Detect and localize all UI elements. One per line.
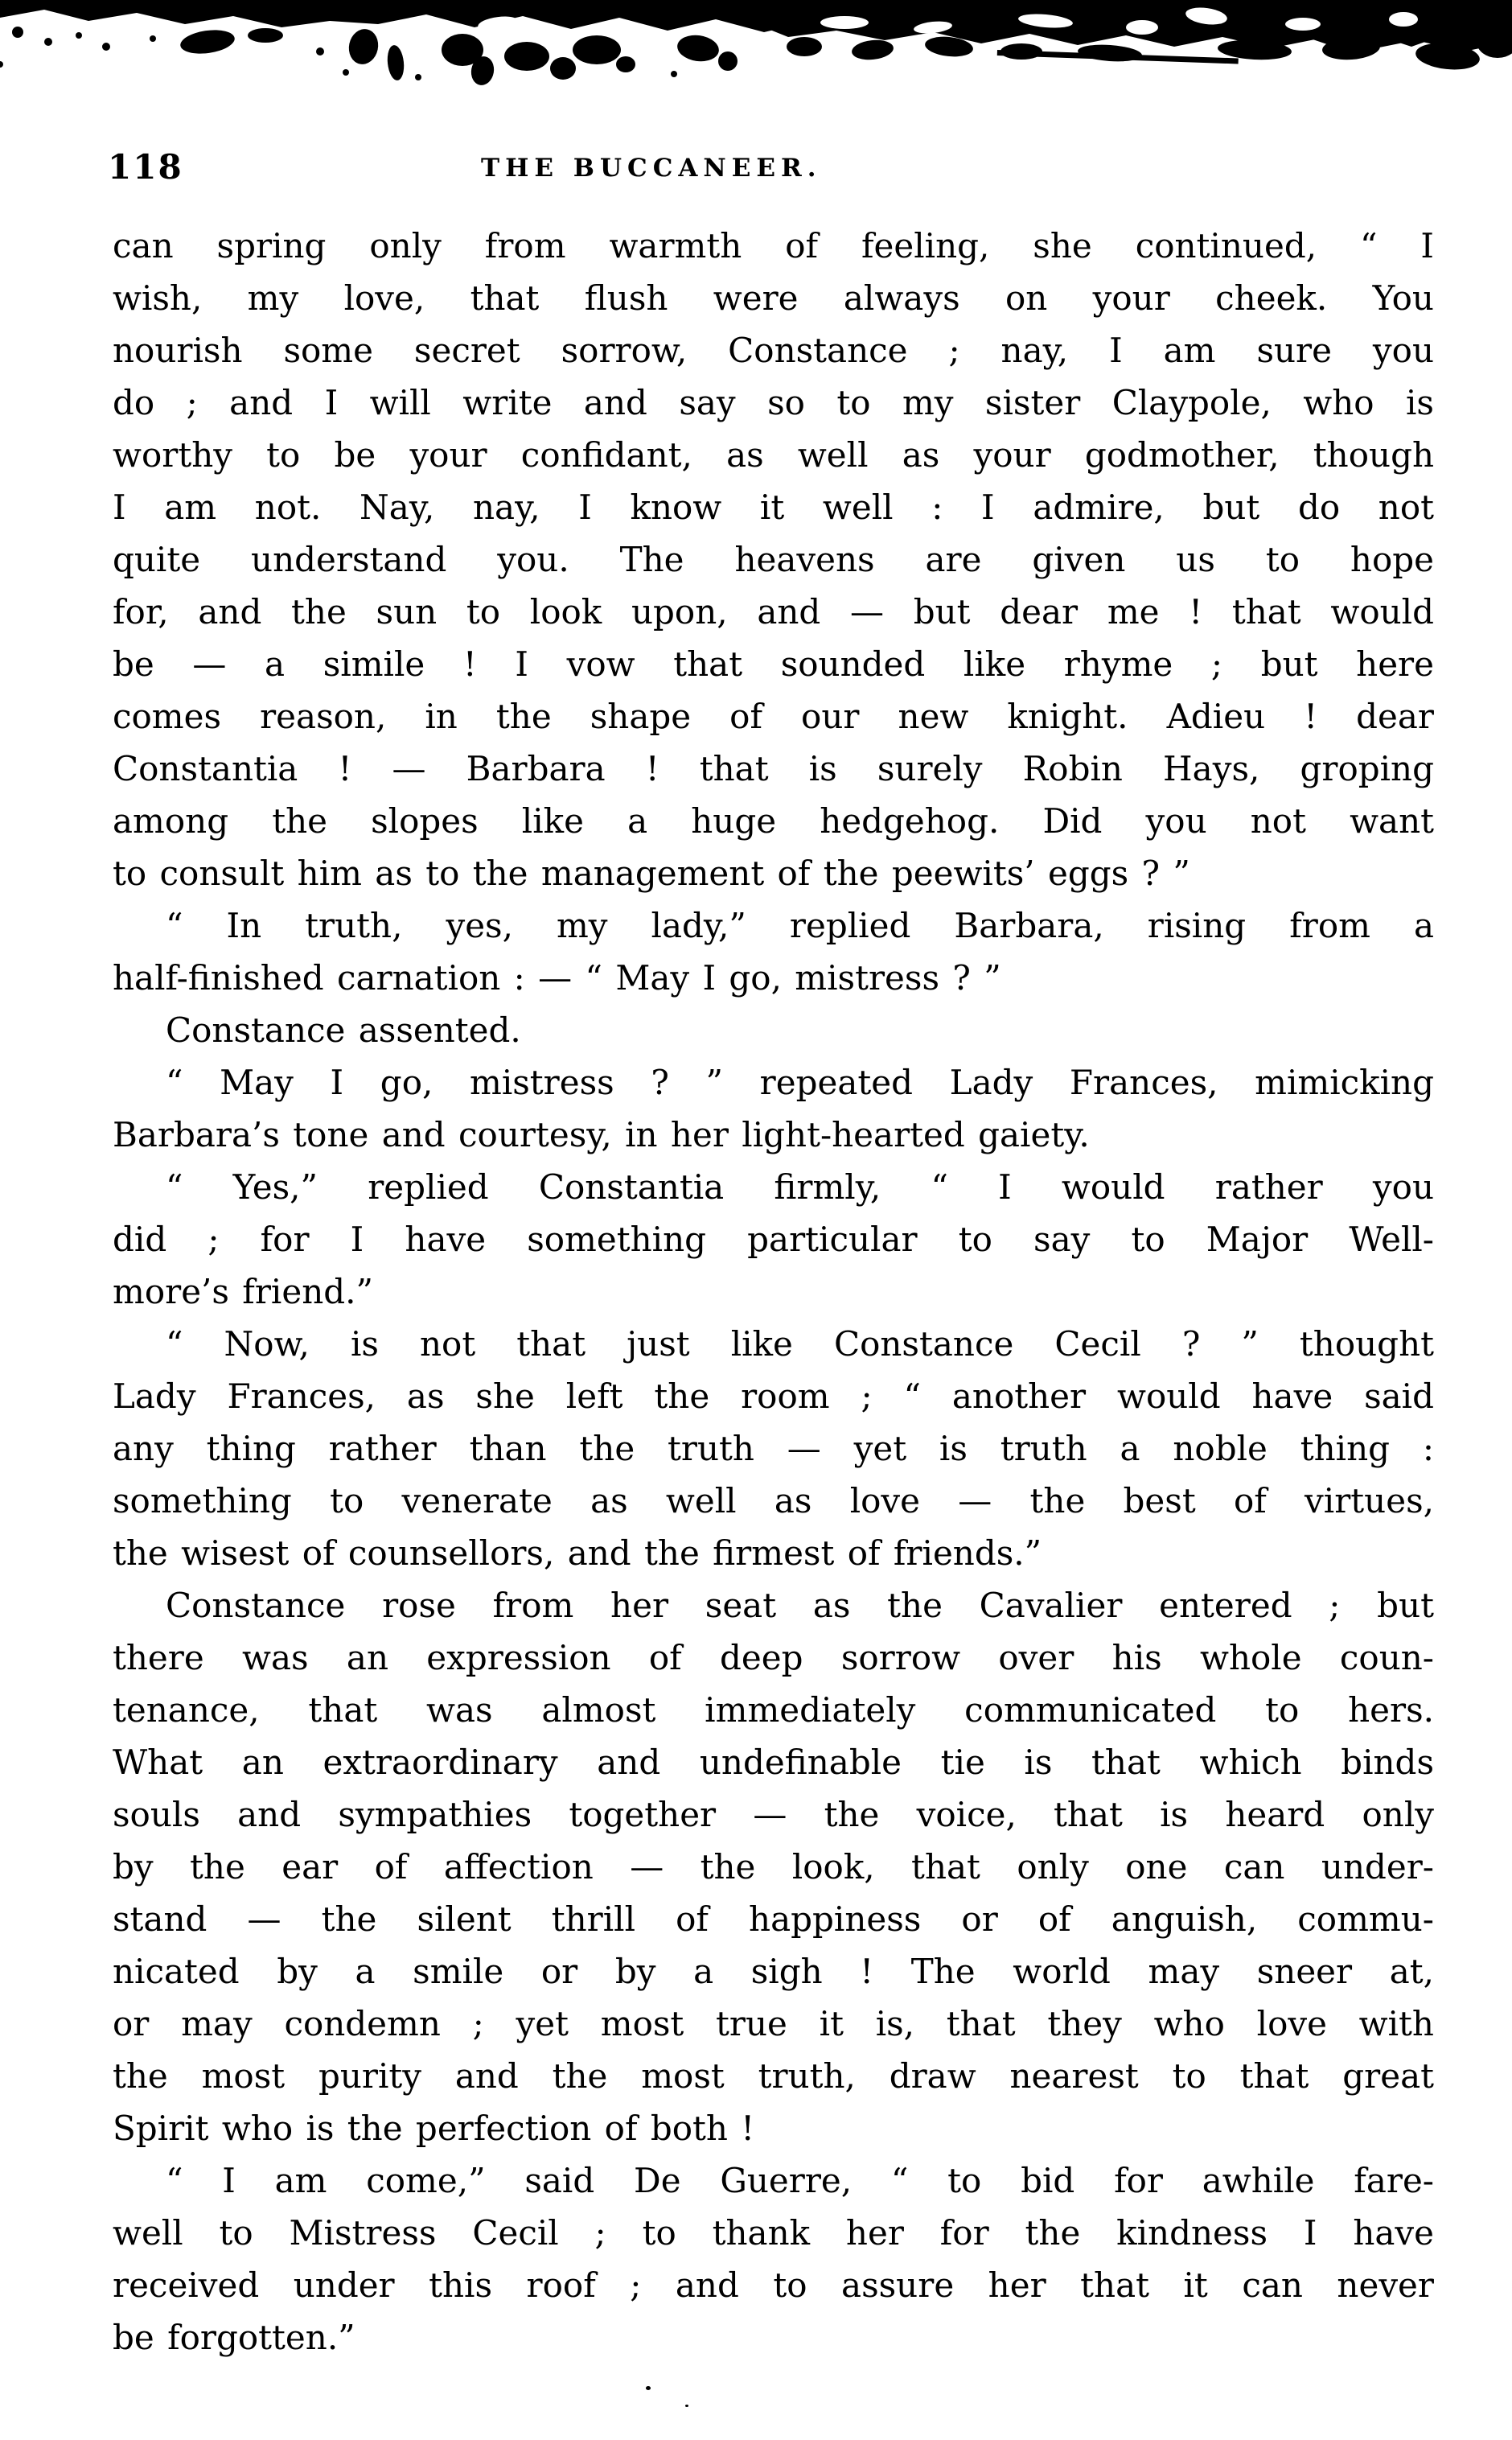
text-line: wish, my love, that flush were always on your cheek. You [113, 278, 1434, 318]
text-line: Barbara’s tone and courtesy, in her light-hearted gaiety. [113, 1115, 1090, 1154]
text-line: there was an expression of deep sorrow over his whole coun- [113, 1638, 1434, 1677]
text-line: “ May I go, mistress ? ” repeated Lady Frances, mimicking [166, 1063, 1434, 1102]
text-line: Constance assented. [166, 1010, 521, 1050]
ink-speck [685, 2405, 688, 2407]
text-line: do ; and I will write and say so to my sister Claypole, who is [113, 383, 1434, 422]
text-line: quite understand you. The heavens are given us to hope [113, 540, 1434, 579]
text-line: to consult him as to the management of the peewits’ eggs ? ” [113, 854, 1190, 893]
text-line: or may condemn ; yet most true it is, that they who love with [113, 2004, 1434, 2043]
ink-speck [646, 2386, 651, 2390]
text-line: be forgotten.” [113, 2318, 355, 2357]
text-line: worthy to be your confidant, as well as your godmother, though [113, 435, 1434, 475]
text-line: tenance, that was almost immediately communicated to hers. [113, 1690, 1434, 1730]
text-line: Spirit who is the perfection of both ! [113, 2109, 755, 2148]
text-line: any thing rather than the truth — yet is truth a noble thing : [113, 1429, 1434, 1468]
text-line: I am not. Nay, nay, I know it well : I admire, but do not [113, 488, 1434, 527]
text-line: by the ear of affection — the look, that only one can under- [113, 1847, 1434, 1887]
text-line: stand — the silent thrill of happiness or of anguish, commu- [113, 1899, 1434, 1939]
text-line: nicated by a smile or by a sigh ! The world may sneer at, [113, 1952, 1434, 1991]
text-line: the most purity and the most truth, draw nearest to that great [113, 2056, 1434, 2096]
text-line: What an extraordinary and undefinable tie is that which binds [113, 1743, 1434, 1782]
text-line: “ Yes,” replied Constantia firmly, “ I would rather you [166, 1167, 1434, 1207]
text-line: Constance rose from her seat as the Cavalier entered ; but [166, 1586, 1434, 1625]
text-line: “ I am come,” said De Guerre, “ to bid for awhile fare- [166, 2161, 1434, 2200]
text-line: well to Mistress Cecil ; to thank her for the kindness I have [113, 2213, 1434, 2253]
page-number: 118 [108, 147, 183, 187]
text-line: more’s friend.” [113, 1272, 373, 1311]
text-line: nourish some secret sorrow, Constance ; nay, I am sure you [113, 331, 1434, 370]
text-line: did ; for I have something particular to say to Major Well- [113, 1220, 1434, 1259]
text-line: be — a simile ! I vow that sounded like rhyme ; but here [113, 644, 1434, 684]
text-line: half-finished carnation : — “ May I go, mistress ? ” [113, 958, 1001, 998]
body-text [113, 220, 1434, 2364]
text-line: Constantia ! — Barbara ! that is surely Robin Hays, groping [113, 749, 1434, 788]
text-line: comes reason, in the shape of our new knight. Adieu ! dear [113, 697, 1434, 736]
running-title: THE BUCCANEER. [481, 154, 822, 183]
text-line: something to venerate as well as love — the best of virtues, [113, 1481, 1434, 1520]
text-line: for, and the sun to look upon, and — but dear me ! that would [113, 592, 1434, 632]
text-line: the wisest of counsellors, and the firmest of friends.” [113, 1533, 1042, 1573]
text-line: can spring only from warmth of feeling, she continued, “ I [113, 226, 1434, 265]
text-line: Lady Frances, as she left the room ; “ another would have said [113, 1376, 1434, 1416]
text-line: “ Now, is not that just like Constance Cecil ? ” thought [166, 1324, 1434, 1364]
text-line: “ In truth, yes, my lady,” replied Barbara, rising from a [166, 906, 1434, 945]
ink-smear-artifact [0, 0, 1512, 105]
text-line: received under this roof ; and to assure her that it can never [113, 2265, 1434, 2305]
text-line: souls and sympathies together — the voice, that is heard only [113, 1795, 1434, 1834]
text-line: among the slopes like a huge hedgehog. Did you not want [113, 801, 1434, 841]
